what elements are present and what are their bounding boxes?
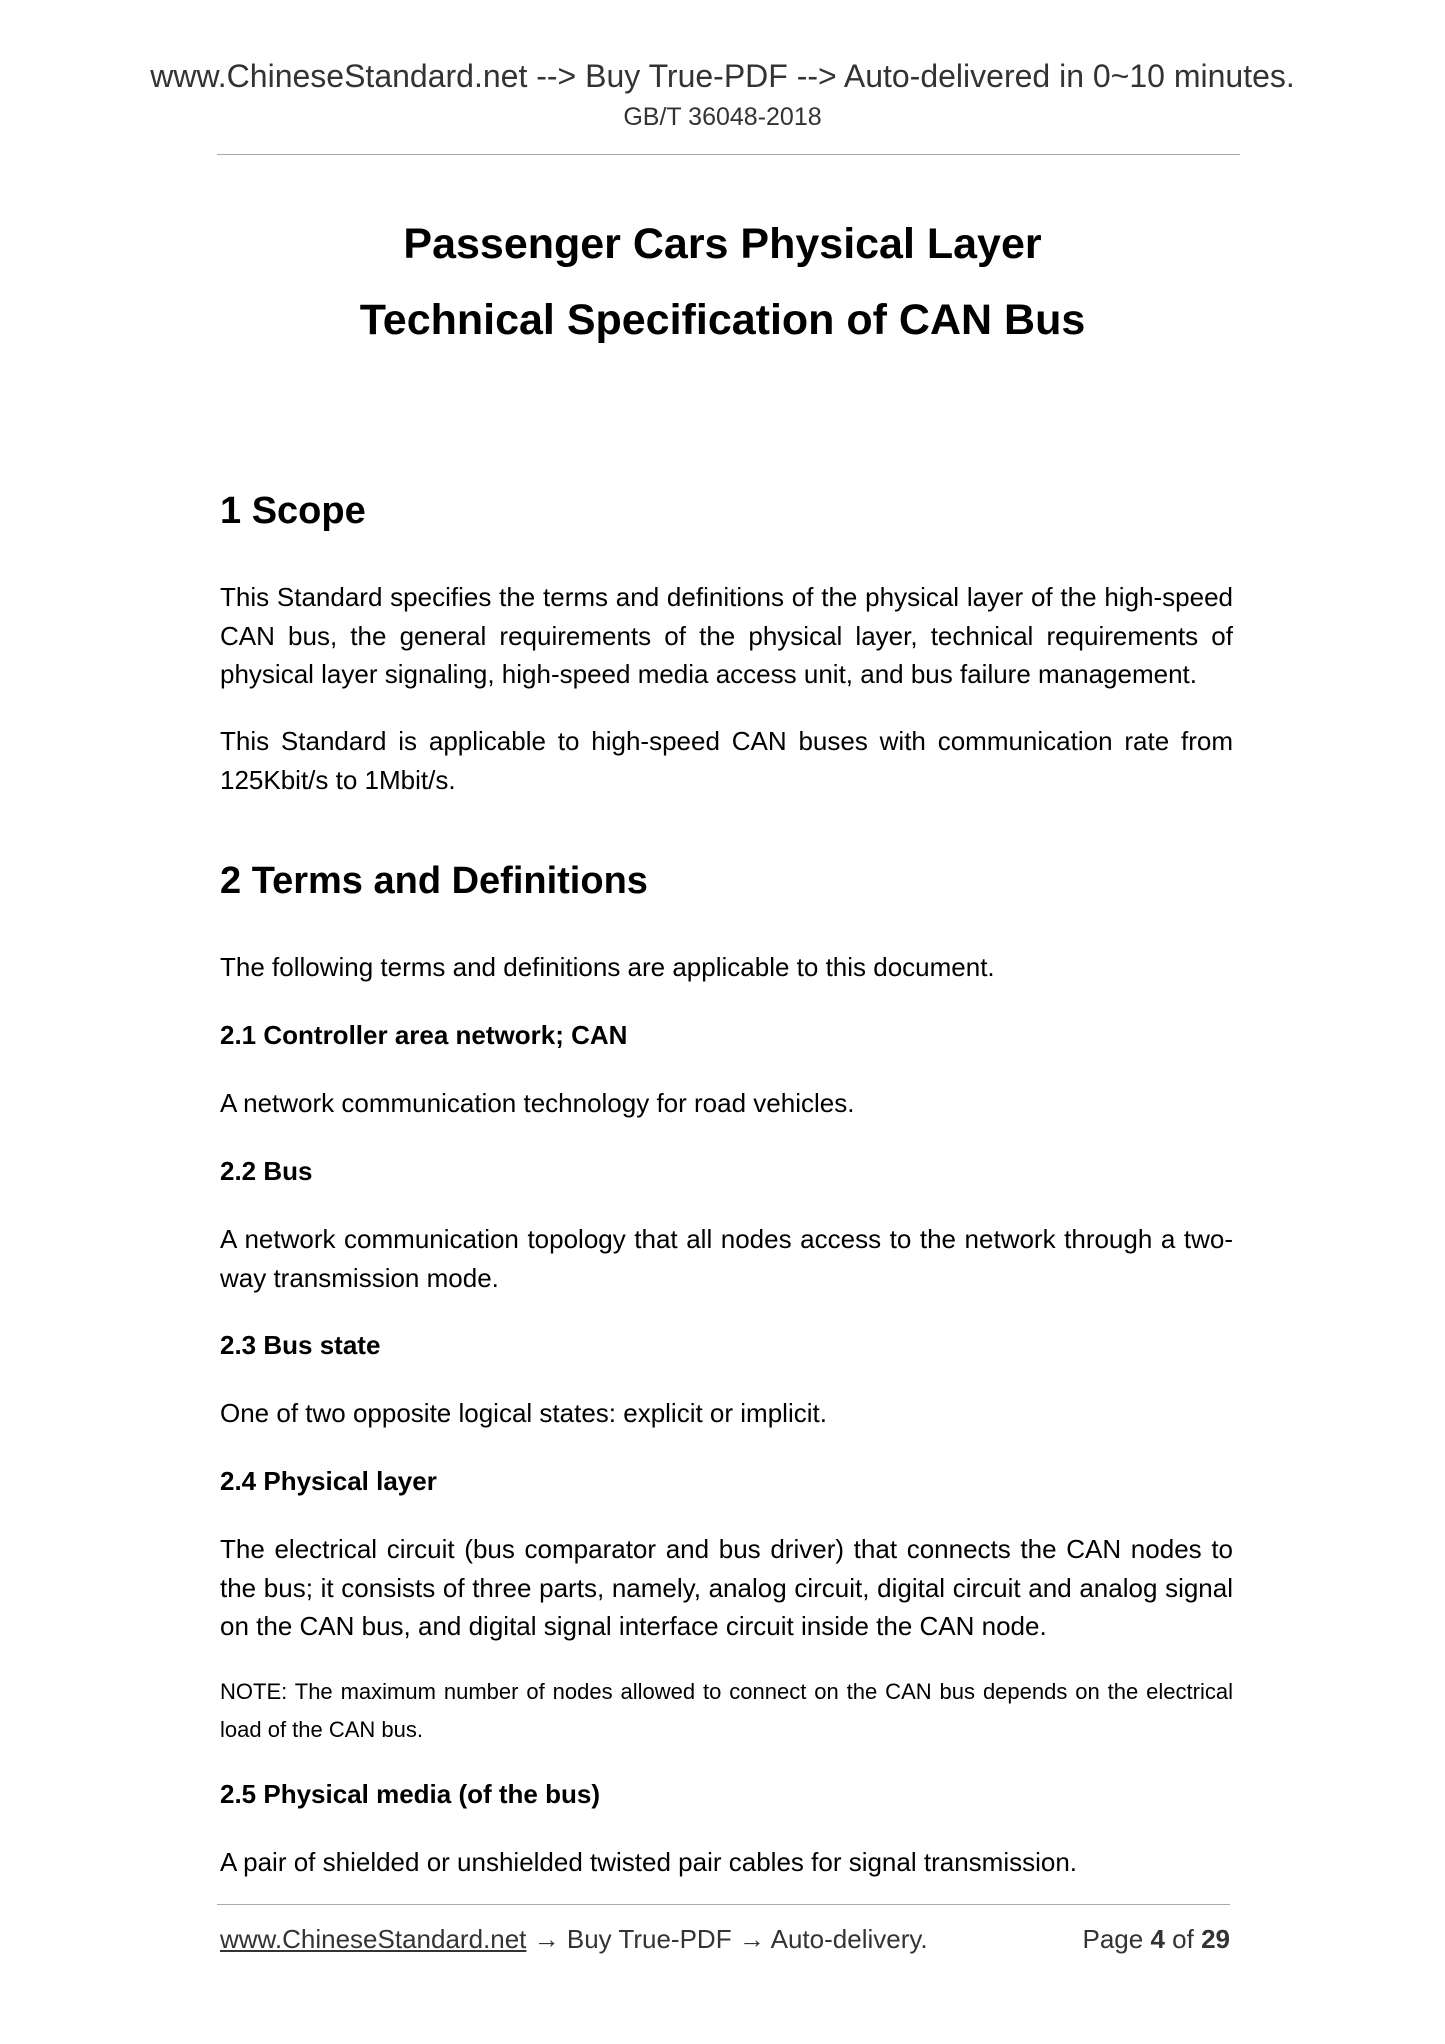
section-heading-terms: 2 Terms and Definitions: [220, 860, 648, 902]
title-line-1: Passenger Cars Physical Layer: [403, 220, 1042, 268]
term-heading-2-1: 2.1 Controller area network; CAN: [220, 1020, 628, 1050]
term-definition-2-4: The electrical circuit (bus comparator and bus driver) that connects the CAN nodes to the bus; it consists of three parts, namely, analog circuit, digital circuit and analog signal on the CAN bus, and digital signal interface circuit inside the CAN node.: [220, 1534, 1233, 1641]
term-definition-2-3: One of two opposite logical states: explicit or implicit.: [220, 1398, 827, 1428]
page-header: [0, 56, 1445, 134]
footer-buy-text: Buy True-PDF: [566, 1924, 732, 1954]
terms-intro: The following terms and definitions are applicable to this document.: [220, 952, 995, 982]
page-indicator: [1082, 1922, 1230, 1956]
title-line-2: Technical Specification of CAN Bus: [359, 296, 1086, 344]
header-divider: [217, 154, 1240, 155]
footer-delivery-text: Auto-delivery.: [770, 1924, 928, 1954]
footer-site-link[interactable]: www.ChineseStandard.net: [220, 1924, 527, 1954]
section-heading-scope: 1 Scope: [220, 490, 366, 532]
page-number: 4: [1150, 1924, 1165, 1954]
of-label: of: [1172, 1924, 1194, 1954]
term-heading-2-4: 2.4 Physical layer: [220, 1466, 437, 1496]
footer-divider: [217, 1904, 1230, 1905]
footer-promo: [220, 1922, 928, 1956]
scope-paragraph-2: This Standard is applicable to high-speed CAN buses with communication rate from 125Kbit/s to 1Mbit/s.: [220, 726, 1233, 795]
standard-code: GB/T 36048-2018: [623, 103, 822, 131]
term-definition-2-1: A network communication technology for road vehicles.: [220, 1088, 855, 1118]
page-label: Page: [1082, 1924, 1144, 1954]
promo-banner: www.ChineseStandard.net --> Buy True-PDF --> Auto-delivered in 0~10 minutes.: [150, 58, 1295, 94]
arrow-icon: →: [533, 1924, 560, 1954]
arrow-icon: →: [738, 1924, 765, 1954]
page-total: 29: [1201, 1924, 1230, 1954]
document-title: [0, 206, 1445, 358]
scope-paragraph-1: This Standard specifies the terms and definitions of the physical layer of the high-speed CAN bus, the general requirements of the physical layer, technical requirements of physical layer signaling, high-speed media access unit, and bus failure management.: [220, 582, 1233, 689]
term-heading-2-5: 2.5 Physical media (of the bus): [220, 1779, 600, 1809]
term-heading-2-2: 2.2 Bus: [220, 1156, 313, 1186]
term-heading-2-3: 2.3 Bus state: [220, 1330, 381, 1360]
term-definition-2-5: A pair of shielded or unshielded twisted pair cables for signal transmission.: [220, 1847, 1078, 1877]
term-note-2-4: NOTE: The maximum number of nodes allowed to connect on the CAN bus depends on the electrical load of the CAN bus.: [220, 1679, 1233, 1742]
term-definition-2-2: A network communication topology that all nodes access to the network through a two-way transmission mode.: [220, 1224, 1233, 1293]
